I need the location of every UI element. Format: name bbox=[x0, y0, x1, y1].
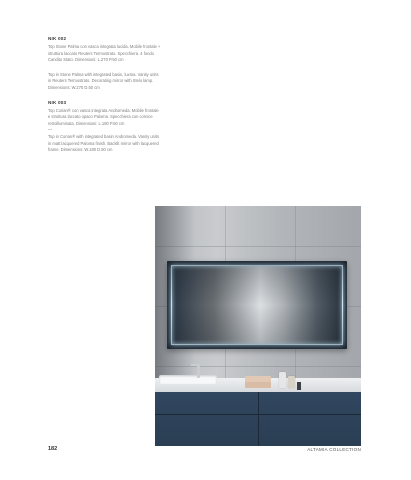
decor-object bbox=[297, 382, 301, 390]
folded-towels bbox=[245, 376, 271, 388]
backlit-mirror bbox=[167, 261, 347, 349]
spacer bbox=[48, 92, 198, 100]
bottle bbox=[288, 376, 295, 388]
page-number: 182 bbox=[48, 446, 58, 452]
collection-name: ALTAMIA COLLECTION bbox=[307, 447, 361, 452]
mirror-shading bbox=[167, 261, 347, 349]
spacer bbox=[48, 64, 198, 72]
product-code: NIK 003 bbox=[48, 99, 67, 105]
bathroom-photo bbox=[155, 206, 361, 446]
product-code: NIK 002 bbox=[48, 36, 67, 41]
description-english: Top in Corian® with integrated basin Andromeda. Vanity units in matt lacquered Paloma finish. Backlit mirror with lacquered frame. Dimensions: W.180 D.50 cm bbox=[48, 133, 160, 153]
vanity-cabinet bbox=[155, 392, 361, 446]
faucet bbox=[197, 364, 200, 378]
description-italian: Top Stone Palma con vasca integrata lucida. Mobile frontale + struttura laccato Reuters Termostrato. Specchiera. 4 fondo Candito Stato. Dimensioni: L.270 P.50 cm bbox=[48, 44, 161, 63]
description-italian: Top Corian® con vasca integrata Andromeda. Mobile frontale e struttura laccato opaco Paloma. Specchiera con cornice retroilluminata. Dimensioni: L.180 P.50 cm bbox=[48, 107, 159, 126]
description-english: Top in Stone Palma with integrated basin, luxma. Vanity units in Reuters Termostrato. Decorating mirror with Stelo lamp. Dimensions: W.270 D.50 cm bbox=[48, 71, 159, 90]
separator-dash: — bbox=[48, 127, 53, 133]
faucet-spout bbox=[191, 364, 200, 366]
drawer-split bbox=[258, 392, 259, 446]
bottle bbox=[279, 372, 286, 388]
integrated-basin bbox=[159, 375, 217, 384]
product-descriptions bbox=[48, 36, 198, 154]
